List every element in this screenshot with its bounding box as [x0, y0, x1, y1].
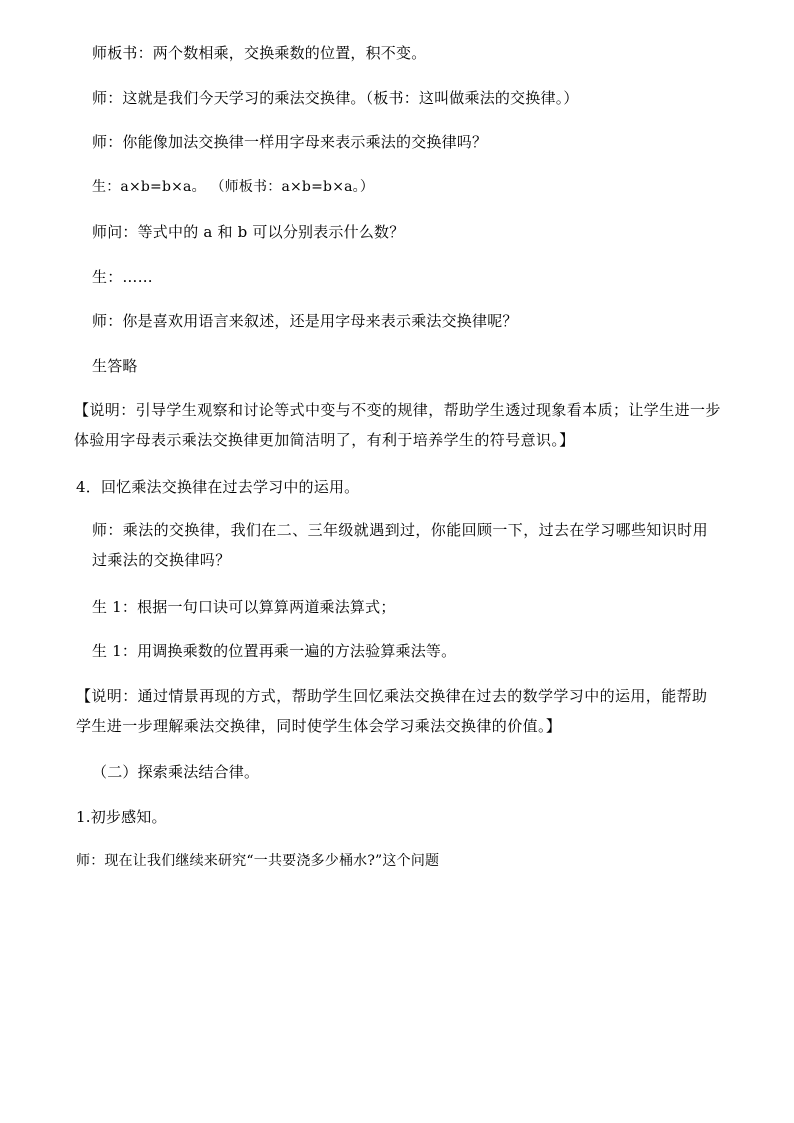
teacher-continue-line: 师：现在让我们继续来研究“一共要浇多少桶水?”这个问题 — [76, 853, 440, 869]
section-4-heading: 4．回忆乘法交换律在过去学习中的运用。 — [76, 478, 360, 496]
subsection-1-heading: 1.初步感知。 — [76, 808, 167, 826]
student-1-answer-b: 生 1：用调换乘数的位置再乘一遍的方法验算乘法等。 — [92, 642, 457, 660]
student-1-answer-a: 生 1：根据一句口诀可以算算两道乘法算式； — [92, 598, 396, 616]
teacher-preference-line: 师：你是喜欢用语言来叙述，还是用字母来表示乘法交换律呢？ — [92, 312, 518, 330]
explanation-block-2: 【说明：通过情景再现的方式，帮助学生回忆乘法交换律在过去的数学学习中的运用，能帮助学生进一步理解乘法交换律，同时使学生体会学习乘法交换律的价值。】 — [76, 687, 708, 735]
section-2-heading: （二）探索乘法结合律。 — [92, 763, 260, 781]
teacher-ask-line: 师问：等式中的 a 和 b 可以分别表示什么数？ — [92, 223, 405, 241]
student-answer-line: 生答略 — [92, 357, 138, 375]
teacher-statement-line: 师：这就是我们今天学习的乘法交换律。（板书：这叫做乘法的交换律。） — [92, 89, 579, 107]
teacher-question-line: 师：你能像加法交换律一样用字母来表示乘法的交换律吗？ — [92, 133, 488, 151]
student-ellipsis-line: 生：…… — [92, 268, 153, 286]
teacher-review-question: 师：乘法的交换律，我们在二、三年级就遇到过，你能回顾一下，过去在学习哪些知识时用过乘法的交换律吗？ — [92, 521, 709, 569]
student-formula-line: 生：a×b=b×a。 （师板书：a×b=b×a。） — [92, 179, 375, 195]
explanation-block-1: 【说明：引导学生观察和讨论等式中变与不变的规律，帮助学生透过现象看本质；让学生进一步体验用字母表示乘法交换律更加简洁明了，有利于培养学生的符号意识。】 — [74, 401, 721, 449]
board-writing-line: 师板书：两个数相乘，交换乘数的位置，积不变。 — [92, 44, 427, 62]
